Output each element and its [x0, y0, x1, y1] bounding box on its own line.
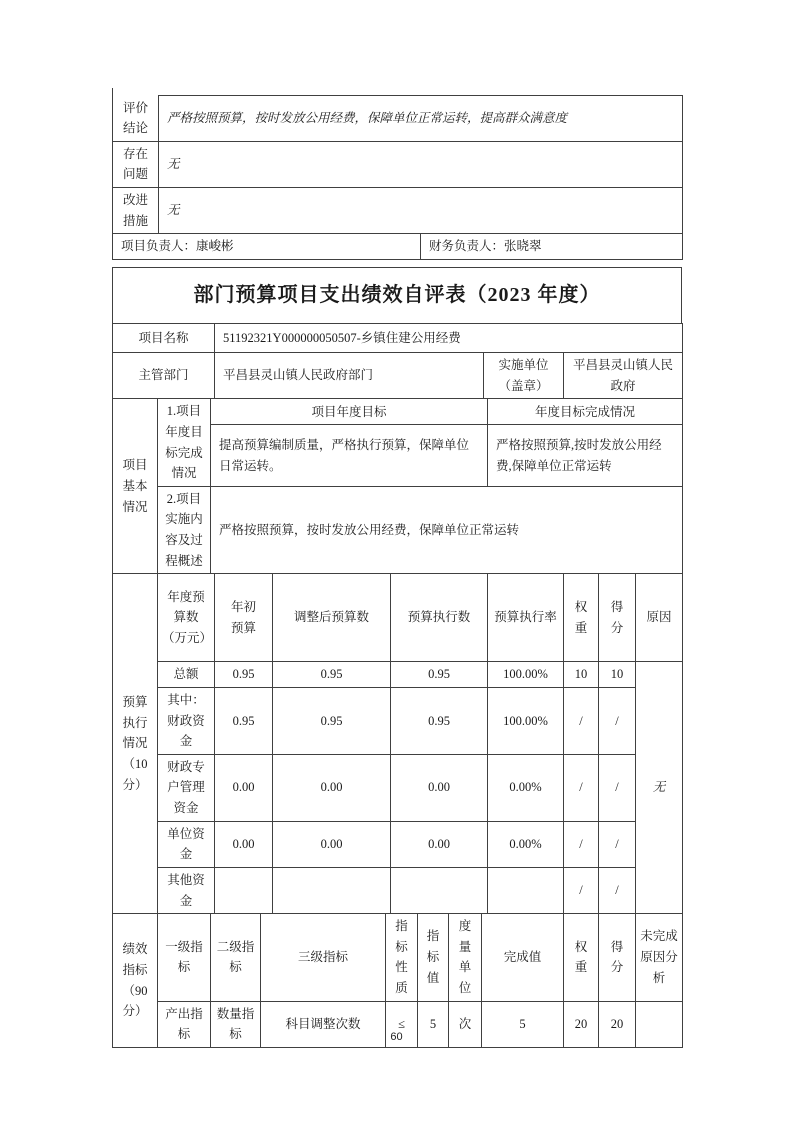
improvements-row [113, 188, 683, 234]
basic-info-table [112, 398, 683, 574]
budget-cell: 0.00% [488, 821, 564, 867]
project-manager-cell: 项目负责人：康峻彬 [113, 234, 421, 260]
budget-row-name: 财政专户管理资金 [158, 754, 215, 821]
indicators-header-row [113, 914, 683, 1002]
improvements-label: 改进措施 [113, 188, 159, 234]
budget-header-annual: 年度预算数（万元） [158, 574, 215, 662]
indicators-section-label: 绩效指标（90分） [113, 914, 158, 1048]
budget-cell: 100.00% [488, 687, 564, 754]
budget-cell: / [599, 687, 636, 754]
process-row-label: 2.项目实施内容及过程概述 [158, 486, 211, 574]
completion-text: 严格按照预算,按时发放公用经费,保障单位正常运转 [488, 425, 683, 486]
budget-cell: 100.00% [488, 662, 564, 688]
budget-table [112, 573, 683, 914]
budget-cell: 0.95 [273, 687, 391, 754]
budget-cell: 0.00 [215, 754, 273, 821]
budget-header-rate: 预算执行率 [488, 574, 564, 662]
budget-cell: 0.00% [488, 754, 564, 821]
budget-cell: / [599, 821, 636, 867]
completion-header: 年度目标完成情况 [488, 399, 683, 425]
indicator-score: 20 [599, 1001, 636, 1047]
budget-row-name: 其中：财政资金 [158, 687, 215, 754]
indicator-l2: 数量指标 [211, 1001, 261, 1047]
budget-row-fiscal [113, 687, 683, 754]
project-name-label: 项目名称 [113, 324, 215, 353]
indicators-header-l3: 三级指标 [261, 914, 386, 1002]
project-name-table [112, 323, 683, 353]
budget-header-reason: 原因 [636, 574, 683, 662]
finance-manager-cell: 财务负责人：张晓翠 [421, 234, 683, 260]
budget-cell: 0.95 [391, 662, 488, 688]
budget-cell: 10 [564, 662, 599, 688]
department-value: 平昌县灵山镇人民政府部门 [215, 353, 484, 399]
indicator-target: 5 [418, 1001, 449, 1047]
indicators-header-l2: 二级指标 [211, 914, 261, 1002]
budget-cell: / [599, 754, 636, 821]
budget-row-unit-funds [113, 821, 683, 867]
indicator-l1: 产出指标 [158, 1001, 211, 1047]
indicators-header-score: 得分 [599, 914, 636, 1002]
managers-row [113, 234, 683, 260]
improvements-value: 无 [159, 188, 683, 234]
indicator-nature: ≤ [386, 1001, 418, 1047]
department-label: 主管部门 [113, 353, 215, 399]
indicators-header-unit: 度量单位 [449, 914, 482, 1002]
indicator-actual: 5 [482, 1001, 564, 1047]
budget-cell: / [564, 687, 599, 754]
budget-cell: 10 [599, 662, 636, 688]
budget-header-adjusted: 调整后预算数 [273, 574, 391, 662]
basic-info-section-label: 项目基本情况 [113, 399, 158, 574]
budget-header-score: 得分 [599, 574, 636, 662]
department-table [112, 352, 683, 399]
indicators-header-nature: 指标性质 [386, 914, 418, 1002]
budget-row-special-account [113, 754, 683, 821]
indicator-weight: 20 [564, 1001, 599, 1047]
goal-header: 项目年度目标 [211, 399, 488, 425]
indicators-header-l1: 一级指标 [158, 914, 211, 1002]
problems-label: 存在问题 [113, 141, 159, 187]
annual-goal-row-label: 1.项目年度目标完成情况 [158, 399, 211, 487]
main-table-title: 部门预算项目支出绩效自评表（2023 年度） [113, 268, 682, 324]
budget-cell: 0.00 [273, 821, 391, 867]
indicators-header-target: 指标值 [418, 914, 449, 1002]
project-name-value: 51192321Y000000050507-乡镇住建公用经费 [215, 324, 683, 353]
budget-section-label: 预算执行情况（10分） [113, 574, 158, 914]
budget-row-name: 总额 [158, 662, 215, 688]
budget-row-name: 其他资金 [158, 867, 215, 913]
indicator-unit: 次 [449, 1001, 482, 1047]
budget-header-initial: 年初预算 [215, 574, 273, 662]
problems-row [113, 141, 683, 187]
indicators-table [112, 913, 683, 1048]
indicator-l3: 科目调整次数 [261, 1001, 386, 1047]
indicators-header-actual: 完成值 [482, 914, 564, 1002]
problems-value: 无 [159, 141, 683, 187]
budget-cell [488, 867, 564, 913]
budget-cell [391, 867, 488, 913]
budget-cell: 0.95 [391, 687, 488, 754]
budget-cell: / [564, 867, 599, 913]
eval-conclusion-label: 评价结论 [113, 96, 159, 142]
eval-conclusion-value: 严格按照预算，按时发放公用经费，保障单位正常运转，提高群众满意度 [159, 96, 683, 142]
eval-conclusion-row [113, 96, 683, 142]
budget-row-other-funds [113, 867, 683, 913]
budget-cell: / [564, 821, 599, 867]
budget-cell: 0.95 [273, 662, 391, 688]
budget-cell [273, 867, 391, 913]
budget-cell: / [564, 754, 599, 821]
goal-text: 提高预算编制质量，严格执行预算，保障单位日常运转。 [211, 425, 488, 486]
self-evaluation-table [112, 267, 683, 1048]
budget-header-row [113, 574, 683, 662]
summary-table [112, 95, 683, 260]
budget-reason-value: 无 [636, 662, 683, 914]
indicators-header-reason: 未完成原因分析 [636, 914, 683, 1002]
budget-cell: 0.95 [215, 687, 273, 754]
budget-row-name: 单位资金 [158, 821, 215, 867]
budget-cell: 0.00 [391, 754, 488, 821]
budget-cell: 0.95 [215, 662, 273, 688]
budget-row-total [113, 662, 683, 688]
page-number: 60 [390, 1031, 403, 1043]
process-text: 严格按照预算，按时发放公用经费，保障单位正常运转 [211, 486, 683, 574]
impl-unit-label: 实施单位（盖章） [484, 353, 564, 399]
budget-header-executed: 预算执行数 [391, 574, 488, 662]
title-table [112, 267, 682, 324]
budget-header-weight: 权重 [564, 574, 599, 662]
budget-cell: / [599, 867, 636, 913]
indicators-header-weight: 权重 [564, 914, 599, 1002]
budget-cell: 0.00 [273, 754, 391, 821]
budget-cell [215, 867, 273, 913]
budget-cell: 0.00 [215, 821, 273, 867]
budget-cell: 0.00 [391, 821, 488, 867]
impl-unit-value: 平昌县灵山镇人民政府 [564, 353, 683, 399]
